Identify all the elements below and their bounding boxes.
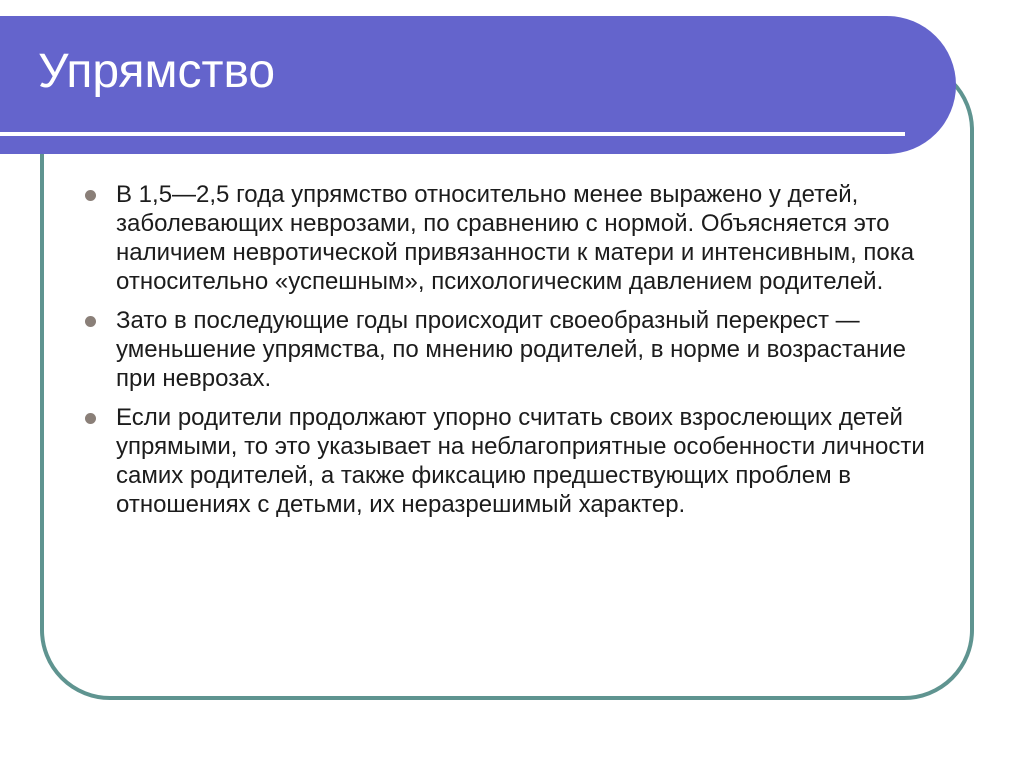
bullet-dot-icon — [85, 190, 96, 201]
bullet-item — [82, 306, 942, 393]
bullet-text: Если родители продолжают упорно считать своих взрослеющих детей упрямыми, то это указывает на неблагоприятные особенности личности самих родителей, а также фиксацию предшествующих проблем в отношениях с детьми, их неразрешимый характер. — [116, 404, 925, 518]
bullet-dot-icon — [85, 413, 96, 424]
bullet-text: Зато в последующие годы происходит своеобразный перекрест — уменьшение упрямства, по мнению родителей, в норме и возрастание при неврозах. — [116, 307, 907, 392]
bullet-list — [82, 180, 942, 529]
bullet-text: В 1,5—2,5 года упрямство относительно менее выражено у детей, заболевающих неврозами, по сравнению с нормой. Объясняется это наличием невротической привязанности к матери и интенсивным, пока относительно «успешным», психологическим давлением родителей. — [116, 181, 915, 295]
bullet-item — [82, 180, 942, 296]
title-underline — [0, 132, 905, 136]
bullet-item — [82, 403, 942, 519]
bullet-dot-icon — [85, 316, 96, 327]
slide-title: Упрямство — [38, 45, 276, 98]
